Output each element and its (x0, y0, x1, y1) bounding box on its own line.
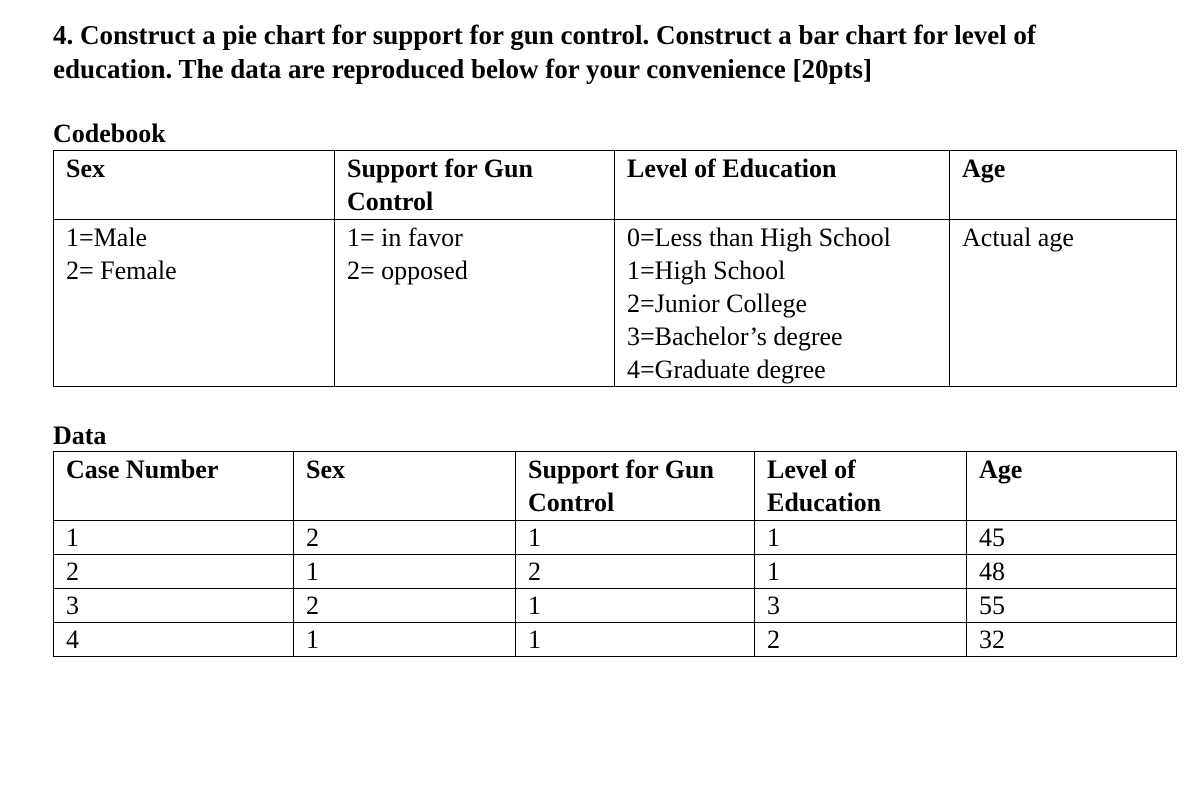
data-title: Data (53, 421, 107, 450)
question-line-2: education. The data are reproduced below for your convenience [20pts] (53, 54, 872, 84)
cell-education: 1 (755, 521, 967, 555)
codebook-education-value: 3=Bachelor’s degree (627, 322, 843, 351)
data-header-education-line1: Level of (767, 455, 856, 484)
question-line-1: 4. Construct a pie chart for support for gun control. Construct a bar chart for level of (53, 20, 1036, 50)
codebook-header-sex: Sex (54, 151, 335, 220)
cell-sex: 1 (294, 555, 516, 589)
data-table (53, 451, 1177, 657)
codebook-header-support-line1: Support for Gun (347, 154, 533, 183)
cell-education: 2 (755, 623, 967, 657)
codebook-sex-values (54, 220, 335, 387)
codebook-age-value: Actual age (962, 223, 1074, 252)
table-row (54, 555, 1177, 589)
data-header-support-line1: Support for Gun (528, 455, 714, 484)
cell-age: 45 (967, 521, 1177, 555)
cell-case-number: 4 (54, 623, 294, 657)
cell-case-number: 1 (54, 521, 294, 555)
codebook-sex-value: 2= Female (66, 256, 177, 285)
cell-support: 1 (516, 521, 755, 555)
codebook-education-value: 4=Graduate degree (627, 355, 826, 384)
codebook-support-values (335, 220, 615, 387)
codebook-header-education: Level of Education (615, 151, 950, 220)
table-row (54, 589, 1177, 623)
cell-age: 48 (967, 555, 1177, 589)
data-header-case-number: Case Number (54, 452, 294, 521)
data-header-row (54, 452, 1177, 521)
cell-support: 2 (516, 555, 755, 589)
codebook-education-value: 2=Junior College (627, 289, 808, 318)
data-header-education-line2: Education (767, 488, 882, 517)
cell-support: 1 (516, 623, 755, 657)
codebook-support-value: 1= in favor (347, 223, 463, 252)
codebook-header-support-line2: Control (347, 187, 434, 216)
codebook-education-value: 0=Less than High School (627, 223, 891, 252)
data-header-support (516, 452, 755, 521)
cell-sex: 1 (294, 623, 516, 657)
codebook-header-row (54, 151, 1177, 220)
data-header-sex: Sex (294, 452, 516, 521)
table-row (54, 521, 1177, 555)
cell-education: 3 (755, 589, 967, 623)
question-text (53, 18, 1173, 86)
codebook-header-support (335, 151, 615, 220)
cell-age: 55 (967, 589, 1177, 623)
codebook-age-values (950, 220, 1177, 387)
codebook-education-values (615, 220, 950, 387)
codebook-values-row (54, 220, 1177, 387)
codebook-sex-value: 1=Male (66, 223, 148, 252)
cell-age: 32 (967, 623, 1177, 657)
data-header-support-line2: Control (528, 488, 615, 517)
cell-sex: 2 (294, 521, 516, 555)
codebook-table (53, 150, 1177, 387)
codebook-header-age: Age (950, 151, 1177, 220)
table-row (54, 623, 1177, 657)
data-header-age: Age (967, 452, 1177, 521)
cell-support: 1 (516, 589, 755, 623)
cell-case-number: 2 (54, 555, 294, 589)
cell-education: 1 (755, 555, 967, 589)
cell-case-number: 3 (54, 589, 294, 623)
codebook-title: Codebook (53, 119, 166, 148)
codebook-education-value: 1=High School (627, 256, 786, 285)
data-header-education (755, 452, 967, 521)
cell-sex: 2 (294, 589, 516, 623)
codebook-support-value: 2= opposed (347, 256, 468, 285)
